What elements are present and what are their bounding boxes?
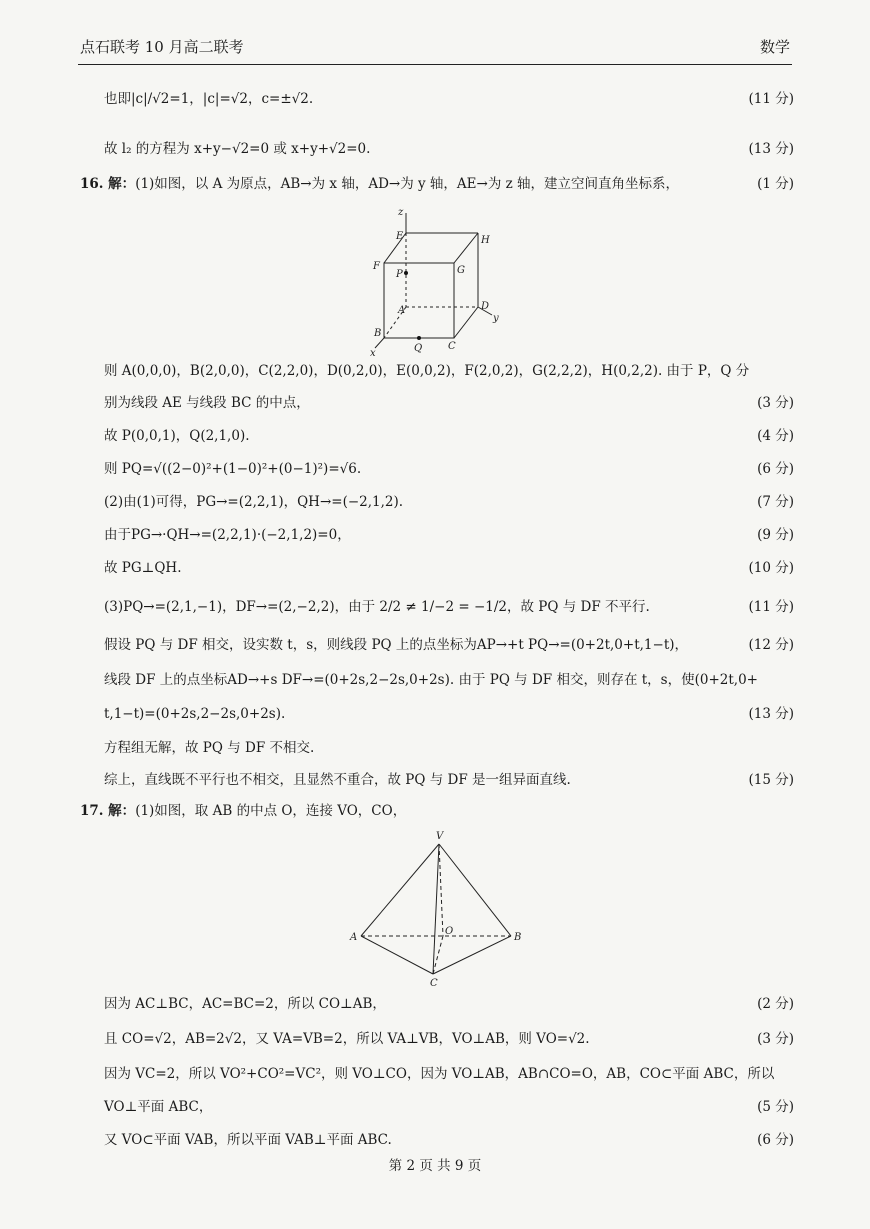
text-line: 假设 PQ 与 DF 相交，设实数 t，s，则线段 PQ 上的点坐标为AP→+t PQ→=(0+2t,0+t,1−t)， (12 分) xyxy=(104,637,794,653)
text-line: 因为 VC=2，所以 VO²+CO²=VC²，则 VO⊥CO，因为 VO⊥AB，AB∩CO=O，AB，CO⊂平面 ABC，所以 xyxy=(104,1066,775,1082)
text-line: 则 A(0,0,0)，B(2,0,0)，C(2,2,0)，D(0,2,0)，E(0,0,2)，F(2,0,2)，G(2,2,2)，H(0,2,2). 由于 P，Q 分 xyxy=(104,363,750,379)
svg-text:y: y xyxy=(493,313,499,324)
text-line: 别为线段 AE 与线段 BC 的中点， (3 分) xyxy=(104,395,794,411)
text-line: 且 CO=√2，AB=2√2，又 VA=VB=2，所以 VA⊥VB，VO⊥AB，则 VO=√2. (3 分) xyxy=(104,1031,794,1047)
page-header-right: 数学 xyxy=(759,38,790,56)
svg-text:A: A xyxy=(398,305,406,316)
text-line: 由于PG→·QH→=(2,2,1)·(−2,1,2)=0， (9 分) xyxy=(104,527,794,543)
svg-text:H: H xyxy=(481,235,490,246)
text-line: (3)PQ→=(2,1,−1)，DF→=(2,−2,2)，由于 2/2 ≠ 1/−2 = −1/2，故 PQ 与 DF 不平行. (11 分) xyxy=(104,599,794,615)
svg-text:E: E xyxy=(396,231,404,242)
text-line: VO⊥平面 ABC， (5 分) xyxy=(104,1099,794,1115)
text-line: 线段 DF 上的点坐标AD→+s DF→=(0+2s,2−2s,0+2s). 由于 PQ 与 DF 相交，则存在 t，s，使(0+2t,0+ xyxy=(104,672,758,688)
svg-text:F: F xyxy=(373,261,380,272)
point-Q xyxy=(417,336,421,340)
page-header-left: 点石联考 10 月高二联考 xyxy=(80,38,244,56)
text-line: 又 VO⊂平面 VAB，所以平面 VAB⊥平面 ABC. (6 分) xyxy=(104,1132,794,1148)
cube-coordinate-figure xyxy=(360,203,510,358)
svg-text:C: C xyxy=(448,341,456,352)
text-line: 综上，直线既不平行也不相交，且显然不重合，故 PQ 与 DF 是一组异面直线. (15 分) xyxy=(104,772,794,788)
svg-text:A: A xyxy=(350,932,358,943)
svg-text:B: B xyxy=(374,328,382,339)
text-line: (2)由(1)可得，PG→=(2,2,1)，QH→=(−2,1,2). (7 分) xyxy=(104,494,794,510)
pyramid-figure xyxy=(345,826,525,988)
text-line: 方程组无解，故 PQ 与 DF 不相交. xyxy=(104,740,315,756)
header-rule xyxy=(78,64,792,65)
point-P xyxy=(404,271,408,275)
text-line: 故 P(0,0,1)，Q(2,1,0). (4 分) xyxy=(104,428,794,444)
text-line: 也即|c|/√2=1，|c|=√2，c=±√2. (11 分) xyxy=(104,91,794,107)
problem-16-line: 16. 解：(1)如图，以 A 为原点，AB→为 x 轴，AD→为 y 轴，AE→为 z 轴，建立空间直角坐标系， (1 分) xyxy=(80,176,794,192)
text-line: t,1−t)=(0+2s,2−2s,0+2s). (13 分) xyxy=(104,706,794,722)
svg-text:B: B xyxy=(514,932,522,943)
text-line: 故 l₂ 的方程为 x+y−√2=0 或 x+y+√2=0. (13 分) xyxy=(104,141,794,157)
page-footer: 第 2 页 共 9 页 xyxy=(388,1158,482,1174)
svg-text:G: G xyxy=(457,265,465,276)
text-line: 因为 AC⊥BC，AC=BC=2，所以 CO⊥AB， (2 分) xyxy=(104,996,794,1012)
text-line: 则 PQ=√((2−0)²+(1−0)²+(0−1)²)=√6. (6 分) xyxy=(104,461,794,477)
svg-text:V: V xyxy=(436,831,444,842)
text-line: 故 PG⊥QH. (10 分) xyxy=(104,560,794,576)
problem-17-line: 17. 解：(1)如图，取 AB 的中点 O，连接 VO，CO， xyxy=(80,803,407,819)
svg-text:x: x xyxy=(370,348,376,358)
svg-text:O: O xyxy=(445,926,454,937)
svg-text:z: z xyxy=(398,207,404,218)
svg-text:Q: Q xyxy=(414,343,423,354)
svg-text:C: C xyxy=(430,978,438,988)
svg-text:P: P xyxy=(396,269,403,280)
svg-text:D: D xyxy=(481,301,490,312)
